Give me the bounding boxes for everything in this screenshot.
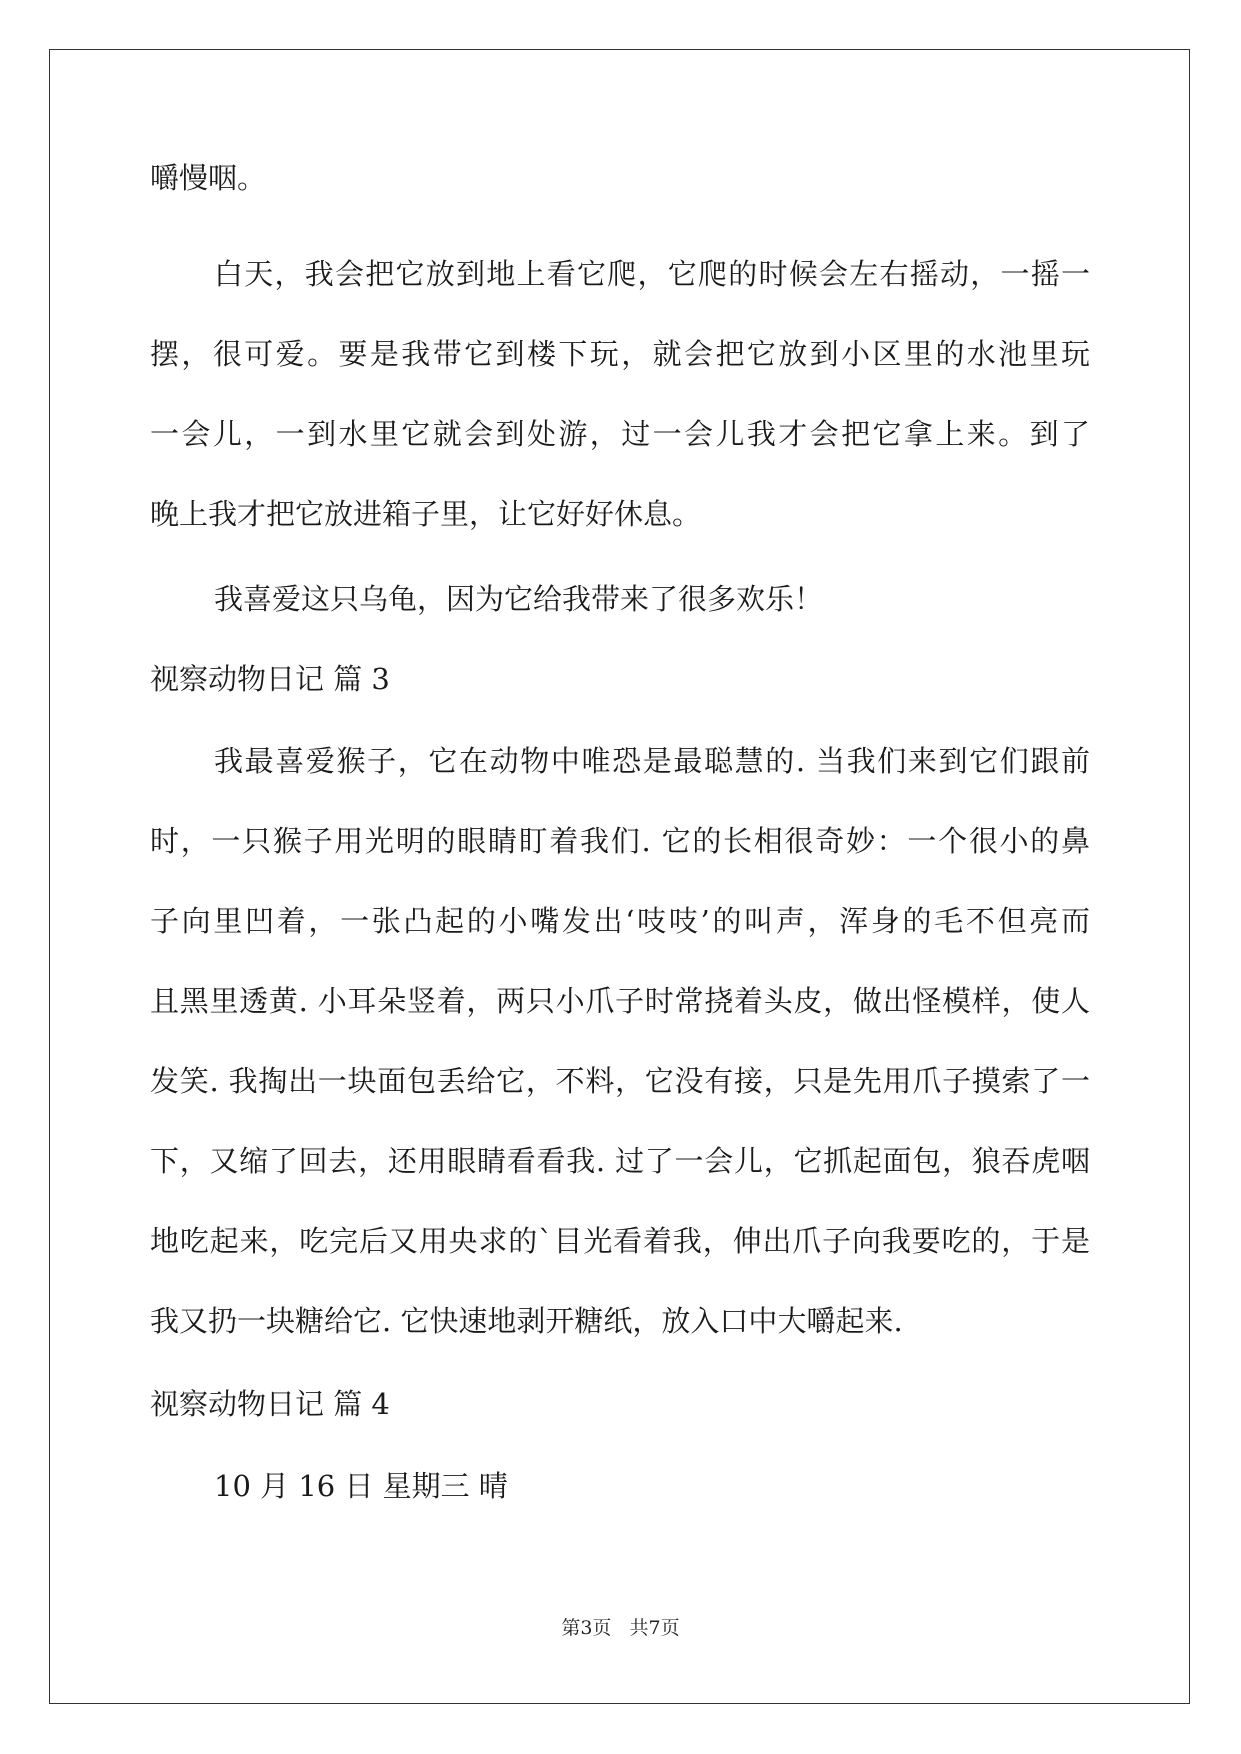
paragraph-line: 晚上我才把它放进箱子里，让它好好休息。 (150, 497, 702, 531)
paragraph-line: 发笑. 我掏出一块面包丢给它，不料，它没有接，只是先用爪子摸索了一 (150, 1064, 1090, 1098)
paragraph-line: 我最喜爱猴子，它在动物中唯恐是最聪慧的. 当我们来到它们跟前 (214, 744, 1090, 778)
date-line: 10 月 16 日 星期三 晴 (214, 1469, 508, 1503)
paragraph-line: 白天，我会把它放到地上看它爬，它爬的时候会左右摇动，一摇一 (214, 257, 1090, 291)
paragraph-line: 我喜爱这只乌龟，因为它给我带来了很多欢乐！ (214, 582, 824, 616)
paragraph-line: 子向里凹着，一张凸起的小嘴发出‘吱吱’的叫声，浑身的毛不但亮而 (150, 904, 1090, 938)
paragraph-line: 时，一只猴子用光明的眼睛盯着我们. 它的长相很奇妙：一个很小的鼻 (150, 824, 1090, 858)
page-border (49, 49, 1190, 1704)
paragraph-line: 摆，很可爱。要是我带它到楼下玩，就会把它放到小区里的水池里玩 (150, 337, 1090, 371)
paragraph-line: 我又扔一块糖给它. 它快速地剥开糖纸，放入口中大嚼起来. (150, 1304, 903, 1338)
paragraph-line: 下，又缩了回去，还用眼睛看看我. 过了一会儿，它抓起面包，狼吞虎咽 (150, 1144, 1090, 1178)
section-heading: 视察动物日记 篇 3 (150, 662, 390, 696)
paragraph-line: 嚼慢咽。 (150, 161, 267, 195)
section-heading: 视察动物日记 篇 4 (150, 1387, 390, 1421)
page-footer (0, 1616, 1241, 1640)
paragraph-line: 地吃起来，吃完后又用央求的`目光看着我，伸出爪子向我要吃的，于是 (150, 1224, 1090, 1258)
paragraph-line: 一会儿，一到水里它就会到处游，过一会儿我才会把它拿上来。到了 (150, 417, 1090, 451)
paragraph-line: 且黑里透黄. 小耳朵竖着，两只小爪子时常挠着头皮，做出怪模样，使人 (150, 984, 1090, 1018)
page-number: 第3页 共7页 (561, 1617, 680, 1639)
